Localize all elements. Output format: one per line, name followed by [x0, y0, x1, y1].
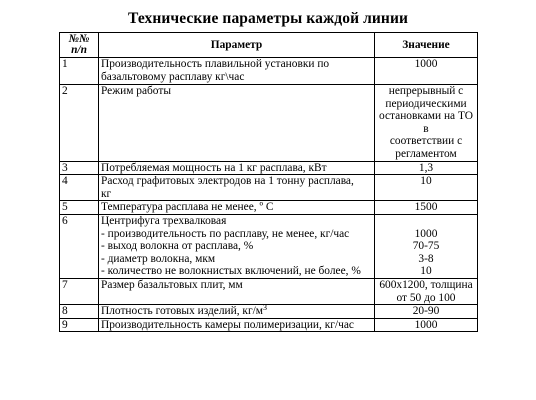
value-line: периодическими: [385, 97, 467, 110]
table-row: [60, 85, 478, 162]
row-parameter: [99, 161, 375, 175]
row-value: [375, 161, 478, 175]
superscript-exponent: 3: [263, 303, 268, 313]
param-line: Режим работы: [101, 85, 171, 97]
param-line: Плотность готовых изделий, кг/м: [101, 305, 264, 318]
value-line: 1500: [414, 201, 438, 214]
header-number-line1: №№: [68, 32, 90, 45]
value-line: 70-75: [412, 240, 440, 253]
value-line: 3-8: [418, 252, 434, 265]
value-line: от 50 до 100: [396, 291, 456, 304]
row-parameter: [99, 58, 375, 85]
row-value: [375, 201, 478, 215]
param-line: Потребляемая мощность на 1 кг расплава, кВт: [101, 161, 327, 174]
table-row: [60, 305, 478, 319]
param-line: - количество не волокнистых включений, не более, %: [101, 265, 361, 278]
param-line: - выход волокна от расплава, %: [101, 240, 254, 253]
value-line: 600х1200, толщина: [379, 278, 473, 291]
row-parameter: [99, 278, 375, 304]
row-value: [375, 214, 478, 278]
param-line: Производительность плавильной установки по: [101, 58, 330, 70]
table-row: [60, 201, 478, 215]
row-value: [375, 278, 478, 304]
row-number: 4: [60, 175, 99, 201]
row-parameter: [99, 305, 375, 319]
value-line: 1,3: [418, 161, 434, 174]
page-title: Технические параметры каждой линии: [127, 10, 409, 27]
row-value: [375, 175, 478, 201]
row-parameter: [99, 175, 375, 201]
row-value: [375, 318, 478, 332]
row-parameter: [99, 214, 375, 278]
param-line: Расход графитовых электродов на 1 тонну расплава,: [101, 175, 354, 188]
header-number-line2: п/п: [71, 44, 87, 56]
param-line: Центрифуга трехвалковая: [101, 214, 227, 227]
param-line: кг: [101, 187, 112, 200]
row-value: [375, 85, 478, 162]
param-line: - производительность по расплаву, не менее, кг/час: [101, 227, 350, 240]
table-row: [60, 278, 478, 304]
parameters-table: [59, 32, 478, 332]
value-line: непрерывный с: [388, 85, 464, 97]
param-line: базальтовому расплаву кг\час: [101, 70, 245, 83]
row-value: [375, 305, 478, 319]
row-parameter: [99, 85, 375, 162]
table-header-row: [60, 33, 478, 58]
row-parameter: [99, 318, 375, 332]
row-value: [375, 58, 478, 85]
value-line: 1000: [414, 318, 438, 331]
param-line: - диаметр волокна, мкм: [101, 252, 216, 265]
value-line: регламентом: [395, 147, 457, 160]
row-number: 6: [60, 214, 99, 278]
value-line: [377, 215, 475, 228]
header-number: [60, 33, 99, 58]
table-row: [60, 175, 478, 201]
row-number: 7: [60, 278, 99, 304]
table-row: [60, 318, 478, 332]
row-parameter: [99, 201, 375, 215]
table-row: [60, 161, 478, 175]
value-line: 20-90: [412, 305, 440, 318]
row-number: 5: [60, 201, 99, 215]
table-row: [60, 58, 478, 85]
header-parameter: Параметр: [99, 33, 375, 58]
value-line: 1000: [414, 58, 438, 70]
value-line: остановками на ТО в: [379, 110, 473, 135]
table-row: [60, 214, 478, 278]
param-line: Температура расплава не менее, º С: [101, 201, 274, 214]
row-number: 1: [60, 58, 99, 85]
value-line: соответствии с: [389, 135, 463, 148]
value-line: 10: [420, 265, 432, 278]
header-value: Значение: [375, 33, 478, 58]
row-number: 9: [60, 318, 99, 332]
param-line: Размер базальтовых плит, мм: [101, 278, 243, 291]
value-line: 1000: [414, 227, 438, 240]
row-number: 8: [60, 305, 99, 319]
param-line: Производительность камеры полимеризации, кг/час: [101, 318, 354, 331]
row-number: 2: [60, 85, 99, 162]
row-number: 3: [60, 161, 99, 175]
value-line: 10: [420, 175, 432, 188]
